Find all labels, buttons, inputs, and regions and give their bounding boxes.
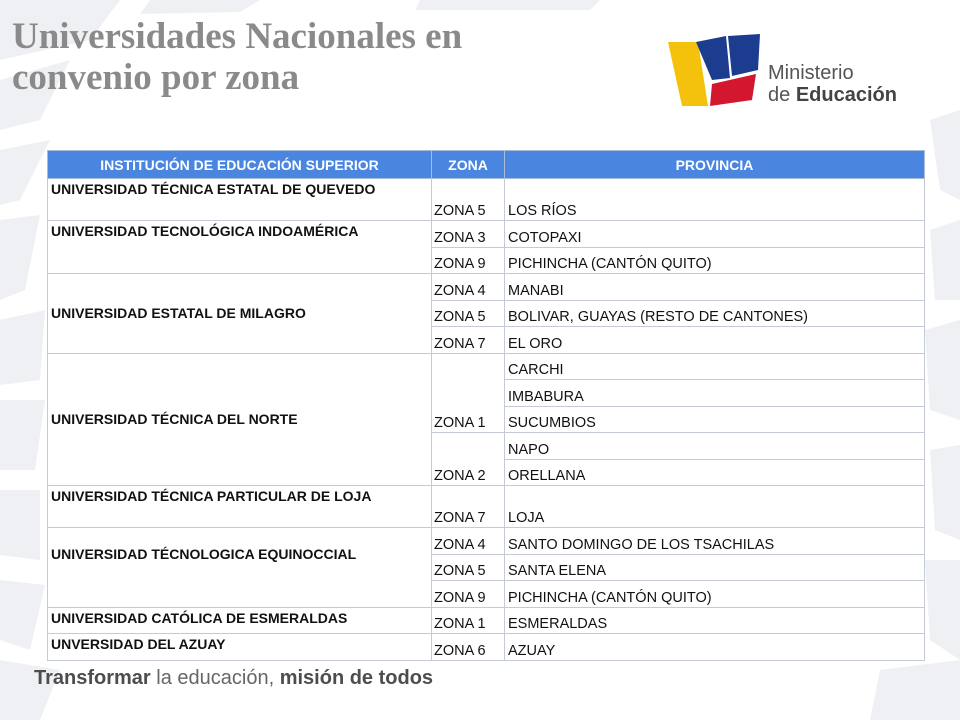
table-row — [48, 528, 925, 555]
table-row — [48, 353, 925, 380]
cell-zona: ZONA 1 — [432, 607, 505, 634]
cell-provincia: CARCHI — [505, 353, 925, 380]
page-title — [12, 16, 462, 98]
flag-emblem-icon — [668, 34, 763, 114]
cell-institution: UNIVERSIDAD TECNOLÓGICA INDOAMÉRICA — [48, 221, 432, 274]
footer-slogan — [34, 667, 433, 690]
cell-zona: ZONA 7 — [432, 327, 505, 354]
cell-zona: ZONA 9 — [432, 581, 505, 608]
cell-provincia: SANTA ELENA — [505, 554, 925, 581]
header-provincia: PROVINCIA — [505, 151, 925, 179]
cell-zona: ZONA 3 — [432, 221, 505, 248]
cell-provincia: BOLIVAR, GUAYAS (RESTO DE CANTONES) — [505, 300, 925, 327]
cell-provincia: SANTO DOMINGO DE LOS TSACHILAS — [505, 528, 925, 555]
cell-institution: UNIVERSIDAD CATÓLICA DE ESMERALDAS — [48, 607, 432, 634]
cell-zona: ZONA 9 — [432, 247, 505, 274]
cell-provincia: LOS RÍOS — [505, 179, 925, 221]
cell-institution: UNVERSIDAD DEL AZUAY — [48, 634, 432, 661]
cell-provincia: IMBABURA — [505, 380, 925, 407]
title-line-2: convenio por zona — [12, 57, 300, 98]
cell-institution: UNIVERSIDAD TÉCNICA ESTATAL DE QUEVEDO — [48, 179, 432, 221]
cell-zona: ZONA 2 — [432, 433, 505, 486]
cell-zona: ZONA 4 — [432, 274, 505, 301]
table-header-row — [48, 151, 925, 179]
logo-bold-word: Educación — [795, 84, 897, 106]
table-row — [48, 634, 925, 661]
table-row — [48, 274, 925, 301]
cell-institution: UNIVERSIDAD TÉCNICA PARTICULAR DE LOJA — [48, 486, 432, 528]
cell-provincia: ORELLANA — [505, 459, 925, 486]
cell-provincia: MANABI — [505, 274, 925, 301]
cell-zona: ZONA 6 — [432, 634, 505, 661]
logo-line-1: Ministerio — [768, 62, 854, 84]
cell-provincia: SUCUMBIOS — [505, 406, 925, 433]
table-row — [48, 179, 925, 221]
footer-word-mision: misión de todos — [279, 667, 434, 689]
table-row — [48, 221, 925, 248]
cell-provincia: ESMERALDAS — [505, 607, 925, 634]
cell-institution: UNIVERSIDAD TÉCNICA DEL NORTE — [48, 353, 432, 486]
table-row — [48, 607, 925, 634]
cell-provincia: COTOPAXI — [505, 221, 925, 248]
cell-zona: ZONA 5 — [432, 179, 505, 221]
cell-institution: UNIVERSIDAD ESTATAL DE MILAGRO — [48, 274, 432, 354]
footer-word-transformar: Transformar — [34, 667, 151, 689]
ministerio-logo — [668, 34, 928, 114]
cell-provincia: LOJA — [505, 486, 925, 528]
cell-zona: ZONA 7 — [432, 486, 505, 528]
cell-provincia: NAPO — [505, 433, 925, 460]
cell-provincia: PICHINCHA (CANTÓN QUITO) — [505, 247, 925, 274]
logo-text — [768, 62, 897, 106]
cell-zona: ZONA 5 — [432, 554, 505, 581]
cell-zona: ZONA 5 — [432, 300, 505, 327]
header-zona: ZONA — [432, 151, 505, 179]
cell-zona: ZONA 1 — [432, 353, 505, 433]
cell-provincia: EL ORO — [505, 327, 925, 354]
table-row — [48, 486, 925, 528]
cell-zona: ZONA 4 — [432, 528, 505, 555]
header-institucion: INSTITUCIÓN DE EDUCACIÓN SUPERIOR — [48, 151, 432, 179]
footer-middle: la educación, — [150, 667, 280, 689]
title-line-1: Universidades Nacionales en — [12, 16, 463, 57]
cell-provincia: AZUAY — [505, 634, 925, 661]
cell-provincia: PICHINCHA (CANTÓN QUITO) — [505, 581, 925, 608]
universities-table — [47, 150, 925, 661]
logo-line-2: de Educación — [768, 84, 897, 106]
cell-institution: UNIVERSIDAD TÉCNOLOGICA EQUINOCCIAL — [48, 528, 432, 608]
